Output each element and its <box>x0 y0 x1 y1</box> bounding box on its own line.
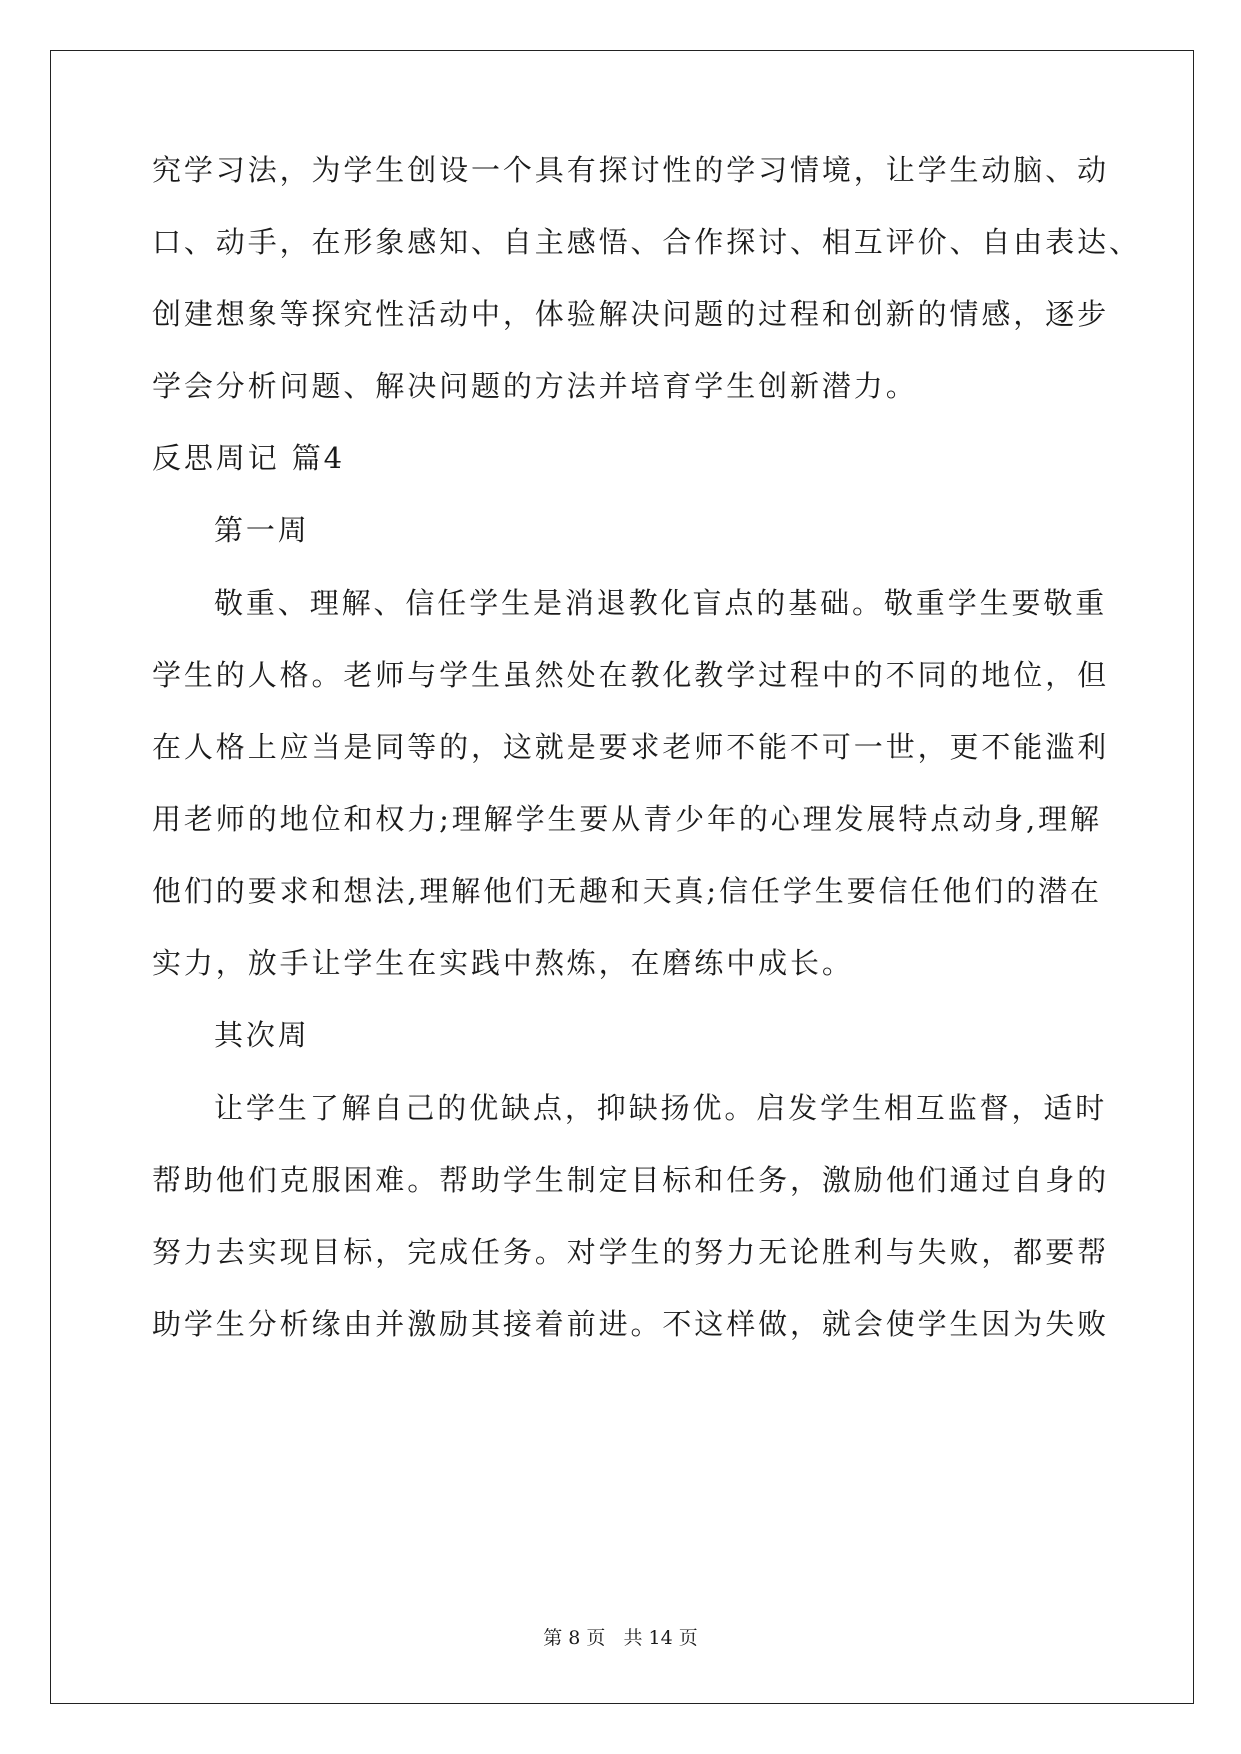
text-line: 实力，放手让学生在实践中熬炼，在磨练中成长。 <box>152 946 854 980</box>
section-heading: 反思周记 篇4 <box>152 441 345 475</box>
week-heading: 第一周 <box>214 513 310 547</box>
week-heading: 其次周 <box>214 1018 310 1052</box>
text-line: 用老师的地位和权力;理解学生要从青少年的心理发展特点动身,理解 <box>152 802 1102 836</box>
text-line: 让学生了解自己的优缺点，抑缺扬优。启发学生相互监督，适时 <box>214 1091 1108 1125</box>
text-line: 创建想象等探究性活动中，体验解决问题的过程和创新的情感，逐步 <box>152 297 1110 331</box>
text-line: 助学生分析缘由并激励其接着前进。不这样做，就会使学生因为失败 <box>152 1307 1110 1341</box>
text-line: 究学习法，为学生创设一个具有探讨性的学习情境，让学生动脑、动 <box>152 153 1110 187</box>
text-line: 敬重、理解、信任学生是消退教化盲点的基础。敬重学生要敬重 <box>214 586 1108 620</box>
text-line: 口、动手，在形象感知、自主感悟、合作探讨、相互评价、自由表达、 <box>152 225 1141 259</box>
text-line: 在人格上应当是同等的，这就是要求老师不能不可一世，更不能滥利 <box>152 730 1110 764</box>
text-line: 学生的人格。老师与学生虽然处在教化教学过程中的不同的地位，但 <box>152 658 1110 692</box>
text-line: 学会分析问题、解决问题的方法并培育学生创新潜力。 <box>152 369 918 403</box>
text-line: 他们的要求和想法,理解他们无趣和天真;信任学生要信任他们的潜在 <box>152 874 1102 908</box>
text-line: 努力去实现目标，完成任务。对学生的努力无论胜利与失败，都要帮 <box>152 1235 1110 1269</box>
page-number: 第 8 页 共 14 页 <box>543 1627 698 1649</box>
text-line: 帮助他们克服困难。帮助学生制定目标和任务，激励他们通过自身的 <box>152 1163 1110 1197</box>
